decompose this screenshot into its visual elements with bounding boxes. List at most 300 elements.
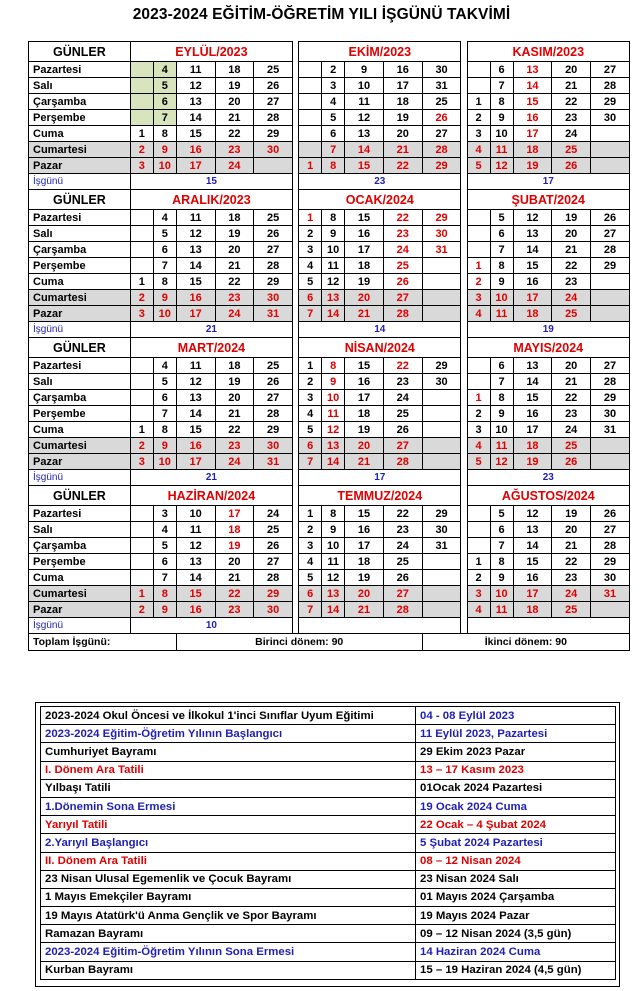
date-cell: 19 — [215, 78, 254, 94]
event-date: 13 – 17 Kasım 2023 — [416, 761, 616, 779]
date-cell: 12 — [176, 374, 215, 390]
date-cell: 5 — [467, 158, 490, 174]
date-cell: 21 — [552, 242, 591, 258]
date-cell: 31 — [422, 242, 461, 258]
date-cell: 9 — [322, 226, 345, 242]
day-label: Pazar — [29, 602, 131, 618]
date-cell: 6 — [153, 390, 176, 406]
date-cell: 7 — [490, 374, 513, 390]
date-cell: 25 — [552, 142, 591, 158]
date-cell: 22 — [552, 94, 591, 110]
date-cell: 21 — [215, 110, 254, 126]
workdays-label: İşgünü — [29, 470, 131, 486]
day-label: Cuma — [29, 570, 131, 586]
date-cell — [130, 538, 153, 554]
days-header: GÜNLER — [29, 338, 131, 358]
date-cell: 24 — [215, 454, 254, 470]
date-cell: 16 — [345, 226, 384, 242]
date-cell: 18 — [215, 210, 254, 226]
event-row — [41, 888, 616, 906]
month-name: NİSAN/2024 — [299, 338, 461, 358]
date-cell — [299, 62, 322, 78]
date-cell: 23 — [552, 274, 591, 290]
date-cell: 23 — [383, 522, 422, 538]
workdays-row — [29, 322, 630, 338]
date-cell: 3 — [467, 586, 490, 602]
date-cell: 15 — [513, 390, 552, 406]
date-cell: 2 — [130, 602, 153, 618]
date-cell — [591, 602, 630, 618]
day-label: Salı — [29, 226, 131, 242]
date-cell: 20 — [215, 390, 254, 406]
date-cell: 30 — [591, 406, 630, 422]
date-cell: 22 — [552, 390, 591, 406]
date-cell: 3 — [467, 290, 490, 306]
date-cell: 25 — [254, 62, 293, 78]
date-cell: 10 — [322, 538, 345, 554]
day-row — [29, 506, 630, 522]
date-cell — [591, 306, 630, 322]
date-cell: 3 — [299, 538, 322, 554]
date-cell: 7 — [153, 570, 176, 586]
date-cell: 14 — [513, 538, 552, 554]
day-row — [29, 126, 630, 142]
event-name: Yarıyıl Tatili — [41, 816, 416, 834]
date-cell: 5 — [153, 78, 176, 94]
event-row — [41, 870, 616, 888]
date-cell: 15 — [176, 586, 215, 602]
date-cell: 15 — [176, 126, 215, 142]
date-cell: 17 — [383, 78, 422, 94]
day-row — [29, 358, 630, 374]
date-cell — [130, 94, 153, 110]
date-cell: 18 — [513, 306, 552, 322]
date-cell: 1 — [467, 258, 490, 274]
date-cell: 7 — [490, 538, 513, 554]
date-cell: 8 — [153, 274, 176, 290]
event-name: 2023-2024 Eğitim-Öğretim Yılının Başlangıcı — [41, 725, 416, 743]
date-cell — [130, 554, 153, 570]
date-cell: 25 — [552, 602, 591, 618]
event-row — [41, 797, 616, 815]
date-cell: 1 — [130, 422, 153, 438]
date-cell: 13 — [322, 290, 345, 306]
date-cell: 2 — [130, 438, 153, 454]
workdays-label: İşgünü — [29, 174, 131, 190]
date-cell — [467, 538, 490, 554]
date-cell: 27 — [591, 522, 630, 538]
event-row — [41, 834, 616, 852]
date-cell: 28 — [254, 570, 293, 586]
date-cell: 6 — [299, 586, 322, 602]
date-cell: 2 — [322, 62, 345, 78]
date-cell: 9 — [490, 406, 513, 422]
date-cell: 14 — [176, 570, 215, 586]
date-cell: 17 — [176, 306, 215, 322]
date-cell: 16 — [513, 406, 552, 422]
date-cell: 16 — [383, 62, 422, 78]
day-row — [29, 242, 630, 258]
date-cell: 3 — [467, 422, 490, 438]
date-cell: 23 — [552, 110, 591, 126]
date-cell: 26 — [254, 374, 293, 390]
date-cell: 22 — [383, 158, 422, 174]
day-row — [29, 274, 630, 290]
date-cell: 28 — [591, 374, 630, 390]
date-cell — [422, 306, 461, 322]
date-cell: 5 — [299, 570, 322, 586]
date-cell: 15 — [345, 506, 384, 522]
date-cell: 24 — [552, 586, 591, 602]
date-cell: 6 — [490, 226, 513, 242]
date-cell: 29 — [422, 358, 461, 374]
date-cell: 16 — [345, 374, 384, 390]
date-cell: 29 — [422, 506, 461, 522]
event-date: 01Ocak 2024 Pazartesi — [416, 779, 616, 797]
date-cell: 30 — [422, 226, 461, 242]
date-cell: 7 — [153, 406, 176, 422]
days-header: GÜNLER — [29, 486, 131, 506]
date-cell: 6 — [490, 358, 513, 374]
date-cell: 23 — [552, 406, 591, 422]
date-cell: 25 — [552, 306, 591, 322]
date-cell: 27 — [254, 390, 293, 406]
date-cell: 21 — [383, 142, 422, 158]
workdays-count: 23 — [299, 174, 461, 190]
date-cell: 30 — [591, 570, 630, 586]
date-cell: 21 — [552, 374, 591, 390]
date-cell: 8 — [490, 554, 513, 570]
date-cell: 19 — [345, 570, 384, 586]
date-cell: 26 — [383, 422, 422, 438]
date-cell: 15 — [176, 422, 215, 438]
date-cell: 20 — [383, 126, 422, 142]
event-name: 2023-2024 Eğitim-Öğretim Yılının Sona Ermesi — [41, 943, 416, 961]
event-date: 15 – 19 Haziran 2024 (4,5 gün) — [416, 961, 616, 979]
date-cell: 10 — [176, 506, 215, 522]
date-cell: 16 — [176, 438, 215, 454]
date-cell: 27 — [383, 290, 422, 306]
workdays-count: 17 — [467, 174, 629, 190]
first-term-total: Birinci dönem: 90 — [176, 634, 422, 651]
event-row — [41, 907, 616, 925]
date-cell: 27 — [591, 358, 630, 374]
date-cell: 12 — [322, 422, 345, 438]
date-cell: 30 — [422, 374, 461, 390]
day-label: Cumartesi — [29, 586, 131, 602]
date-cell: 27 — [591, 62, 630, 78]
date-cell: 10 — [153, 158, 176, 174]
date-cell: 25 — [552, 438, 591, 454]
date-cell: 28 — [591, 78, 630, 94]
day-row — [29, 586, 630, 602]
date-cell: 13 — [513, 226, 552, 242]
date-cell: 20 — [552, 522, 591, 538]
date-cell: 19 — [383, 110, 422, 126]
date-cell: 9 — [153, 438, 176, 454]
date-cell: 9 — [322, 522, 345, 538]
date-cell: 14 — [176, 258, 215, 274]
date-cell: 19 — [215, 374, 254, 390]
date-cell: 21 — [552, 78, 591, 94]
month-name: EKİM/2023 — [299, 42, 461, 62]
date-cell: 6 — [299, 290, 322, 306]
date-cell: 21 — [345, 306, 384, 322]
date-cell: 21 — [345, 602, 384, 618]
date-cell: 14 — [513, 242, 552, 258]
date-cell: 14 — [176, 110, 215, 126]
date-cell: 4 — [299, 258, 322, 274]
date-cell: 11 — [490, 142, 513, 158]
day-row — [29, 210, 630, 226]
date-cell — [591, 158, 630, 174]
month-name: OCAK/2024 — [299, 190, 461, 210]
date-cell: 24 — [552, 422, 591, 438]
day-label: Pazar — [29, 306, 131, 322]
event-name: 23 Nisan Ulusal Egemenlik ve Çocuk Bayramı — [41, 870, 416, 888]
date-cell — [591, 142, 630, 158]
date-cell: 18 — [215, 358, 254, 374]
date-cell: 10 — [153, 306, 176, 322]
date-cell: 20 — [345, 586, 384, 602]
date-cell: 11 — [345, 94, 384, 110]
date-cell: 6 — [153, 554, 176, 570]
date-cell: 21 — [215, 258, 254, 274]
date-cell: 11 — [490, 602, 513, 618]
date-cell: 9 — [490, 110, 513, 126]
day-label: Pazar — [29, 158, 131, 174]
date-cell: 22 — [383, 210, 422, 226]
workdays-count: 10 — [130, 618, 292, 634]
day-row — [29, 406, 630, 422]
date-cell: 24 — [215, 158, 254, 174]
event-date: 14 Haziran 2024 Cuma — [416, 943, 616, 961]
event-date: 19 Ocak 2024 Cuma — [416, 797, 616, 815]
date-cell: 8 — [153, 422, 176, 438]
event-name: 1.Dönemin Sona Ermesi — [41, 797, 416, 815]
date-cell: 20 — [345, 290, 384, 306]
date-cell — [422, 390, 461, 406]
date-cell: 20 — [552, 62, 591, 78]
workdays-count: 14 — [299, 322, 461, 338]
date-cell: 3 — [130, 454, 153, 470]
date-cell: 8 — [490, 390, 513, 406]
date-cell: 4 — [299, 406, 322, 422]
date-cell: 1 — [467, 94, 490, 110]
event-name: 1 Mayıs Emekçiler Bayramı — [41, 888, 416, 906]
date-cell: 22 — [383, 506, 422, 522]
date-cell — [422, 422, 461, 438]
date-cell: 23 — [383, 374, 422, 390]
date-cell: 22 — [552, 554, 591, 570]
date-cell — [422, 454, 461, 470]
date-cell: 15 — [345, 210, 384, 226]
workdays-count — [467, 618, 629, 634]
date-cell: 30 — [422, 522, 461, 538]
date-cell: 24 — [383, 390, 422, 406]
date-cell: 27 — [254, 94, 293, 110]
date-cell: 19 — [552, 506, 591, 522]
day-label: Cumartesi — [29, 290, 131, 306]
workdays-count: 17 — [299, 470, 461, 486]
date-cell: 16 — [345, 522, 384, 538]
date-cell: 4 — [153, 522, 176, 538]
date-cell: 1 — [299, 358, 322, 374]
date-cell: 13 — [176, 554, 215, 570]
date-cell: 10 — [153, 454, 176, 470]
date-cell — [591, 290, 630, 306]
workdays-row — [29, 174, 630, 190]
date-cell: 3 — [322, 78, 345, 94]
day-label: Pazartesi — [29, 62, 131, 78]
date-cell: 22 — [215, 274, 254, 290]
workdays-row — [29, 618, 630, 634]
workdays-count — [299, 618, 461, 634]
date-cell: 28 — [254, 258, 293, 274]
event-date: 01 Mayıs 2024 Çarşamba — [416, 888, 616, 906]
date-cell: 12 — [513, 210, 552, 226]
date-cell: 4 — [467, 306, 490, 322]
event-row — [41, 943, 616, 961]
date-cell: 11 — [322, 554, 345, 570]
day-label: Çarşamba — [29, 94, 131, 110]
date-cell: 16 — [513, 274, 552, 290]
date-cell: 6 — [490, 522, 513, 538]
date-cell: 16 — [176, 290, 215, 306]
date-cell: 2 — [467, 570, 490, 586]
date-cell: 20 — [215, 554, 254, 570]
date-cell: 11 — [322, 258, 345, 274]
date-cell: 27 — [383, 586, 422, 602]
date-cell: 18 — [513, 142, 552, 158]
month-header-row — [29, 338, 630, 358]
date-cell: 26 — [254, 78, 293, 94]
date-cell: 1 — [130, 274, 153, 290]
event-date: 04 - 08 Eylül 2023 — [416, 707, 616, 725]
date-cell: 26 — [383, 570, 422, 586]
date-cell: 19 — [215, 538, 254, 554]
date-cell — [422, 438, 461, 454]
date-cell: 12 — [513, 506, 552, 522]
date-cell — [467, 506, 490, 522]
date-cell — [299, 110, 322, 126]
day-row — [29, 602, 630, 618]
day-row — [29, 454, 630, 470]
date-cell: 9 — [490, 570, 513, 586]
event-name: Ramazan Bayramı — [41, 925, 416, 943]
day-row — [29, 438, 630, 454]
event-name: 2.Yarıyıl Başlangıcı — [41, 834, 416, 852]
date-cell: 13 — [513, 358, 552, 374]
date-cell: 17 — [513, 586, 552, 602]
second-term-total: İkinci dönem: 90 — [422, 634, 629, 651]
date-cell: 2 — [467, 274, 490, 290]
day-row — [29, 522, 630, 538]
date-cell: 23 — [552, 570, 591, 586]
date-cell: 9 — [322, 374, 345, 390]
date-cell — [467, 358, 490, 374]
date-cell: 25 — [254, 358, 293, 374]
date-cell — [591, 274, 630, 290]
date-cell: 18 — [215, 62, 254, 78]
date-cell — [130, 522, 153, 538]
date-cell: 15 — [513, 554, 552, 570]
date-cell: 25 — [383, 554, 422, 570]
date-cell: 27 — [383, 438, 422, 454]
date-cell: 30 — [422, 62, 461, 78]
date-cell: 5 — [467, 454, 490, 470]
date-cell: 16 — [513, 570, 552, 586]
date-cell — [591, 126, 630, 142]
workdays-count: 21 — [130, 322, 292, 338]
date-cell: 26 — [552, 454, 591, 470]
date-cell: 8 — [153, 126, 176, 142]
date-cell — [467, 78, 490, 94]
date-cell — [422, 290, 461, 306]
date-cell: 13 — [176, 242, 215, 258]
date-cell: 4 — [153, 62, 176, 78]
date-cell: 25 — [422, 94, 461, 110]
date-cell: 9 — [153, 142, 176, 158]
day-label: Perşembe — [29, 554, 131, 570]
date-cell: 4 — [153, 210, 176, 226]
date-cell: 28 — [383, 454, 422, 470]
event-row — [41, 707, 616, 725]
date-cell — [130, 210, 153, 226]
date-cell — [467, 522, 490, 538]
date-cell: 8 — [490, 94, 513, 110]
workdays-row — [29, 470, 630, 486]
date-cell: 11 — [176, 62, 215, 78]
event-row — [41, 743, 616, 761]
date-cell — [130, 358, 153, 374]
date-cell: 27 — [254, 554, 293, 570]
month-header-row — [29, 486, 630, 506]
date-cell: 10 — [490, 290, 513, 306]
date-cell: 19 — [513, 158, 552, 174]
day-row — [29, 62, 630, 78]
date-cell — [591, 438, 630, 454]
event-name: I. Dönem Ara Tatili — [41, 761, 416, 779]
date-cell: 5 — [299, 274, 322, 290]
date-cell: 18 — [513, 602, 552, 618]
date-cell: 3 — [130, 158, 153, 174]
date-cell: 12 — [176, 538, 215, 554]
events-table — [40, 706, 616, 980]
date-cell: 12 — [322, 274, 345, 290]
day-row — [29, 258, 630, 274]
day-row — [29, 78, 630, 94]
date-cell: 3 — [299, 242, 322, 258]
date-cell: 29 — [591, 258, 630, 274]
date-cell: 5 — [299, 422, 322, 438]
date-cell: 14 — [513, 78, 552, 94]
day-row — [29, 290, 630, 306]
date-cell: 12 — [345, 110, 384, 126]
date-cell: 10 — [322, 242, 345, 258]
date-cell: 8 — [322, 210, 345, 226]
date-cell: 3 — [467, 126, 490, 142]
date-cell — [130, 506, 153, 522]
event-date: 5 Şubat 2024 Pazartesi — [416, 834, 616, 852]
event-row — [41, 725, 616, 743]
date-cell — [130, 406, 153, 422]
date-cell: 5 — [153, 538, 176, 554]
date-cell: 25 — [254, 210, 293, 226]
event-row — [41, 779, 616, 797]
date-cell: 26 — [383, 274, 422, 290]
date-cell: 28 — [383, 602, 422, 618]
